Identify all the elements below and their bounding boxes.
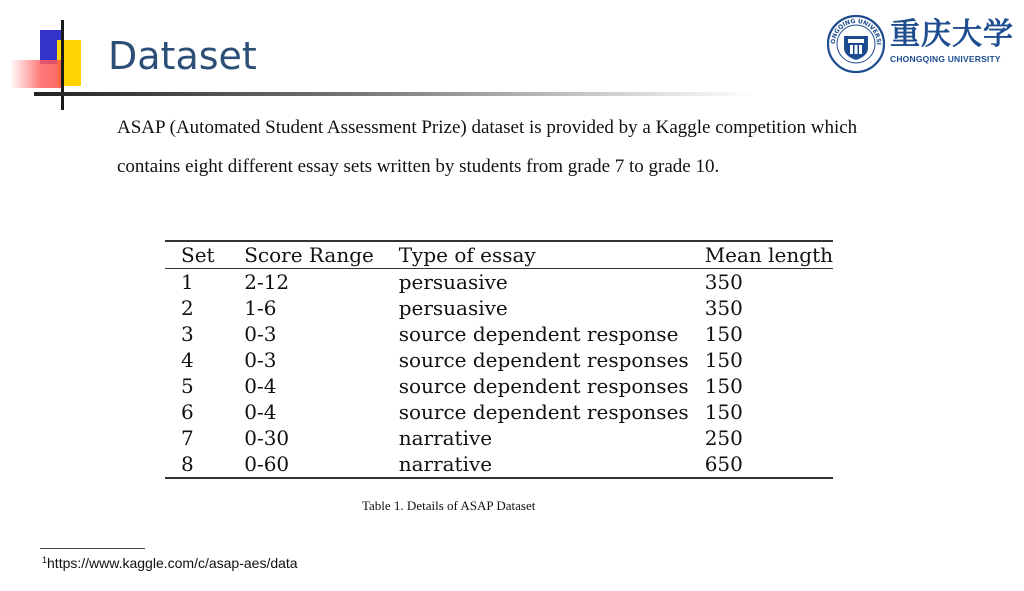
intro-line-1: ASAP (Automated Student Assessment Prize) dataset is provided by a Kaggle competition which — [117, 117, 858, 138]
intro-paragraph — [117, 108, 997, 186]
cell-mean-length: 150 — [704, 400, 743, 424]
header-mean-length: Mean length — [689, 241, 833, 269]
logo-name-english: CHONGQING UNIVERSITY — [890, 54, 1001, 64]
table-row — [165, 321, 833, 347]
cell-set: 5 — [181, 374, 194, 398]
cell-type: narrative — [398, 426, 493, 450]
cell-score-range: 0-3 — [244, 348, 277, 372]
cell-mean-length: 150 — [704, 374, 743, 398]
cell-mean-length: 150 — [704, 322, 743, 346]
cell-type: narrative — [383, 451, 689, 478]
cell-score-range: 2-12 — [244, 270, 290, 294]
title-underline — [34, 92, 754, 96]
table-row — [165, 295, 833, 321]
footnote-link[interactable]: https://www.kaggle.com/c/asap-aes/data — [47, 555, 298, 571]
cell-type: source dependent responses — [398, 348, 689, 372]
cell-set: 6 — [181, 400, 194, 424]
table-header-row — [165, 241, 833, 269]
cell-score-range: 0-4 — [244, 374, 277, 398]
dataset-table — [165, 240, 833, 479]
cell-type: persuasive — [398, 270, 508, 294]
table-row — [165, 425, 833, 451]
header-type-of-essay: Type of essay — [383, 241, 689, 269]
cell-type: persuasive — [398, 296, 508, 320]
cell-set: 1 — [181, 270, 194, 294]
cell-set: 7 — [181, 426, 194, 450]
university-seal-icon — [826, 14, 886, 74]
cell-score-range: 0-60 — [228, 451, 382, 478]
cell-mean-length: 250 — [704, 426, 743, 450]
footnote-marker: 1 — [42, 555, 48, 565]
logo-name-chinese: 重庆大学 — [890, 17, 1014, 52]
footnote — [42, 555, 298, 571]
cell-type: source dependent responses — [398, 374, 689, 398]
cell-set: 8 — [165, 451, 228, 478]
table-row — [165, 373, 833, 399]
decor-red-fade — [10, 60, 62, 88]
university-logo — [826, 14, 1016, 74]
seal-text: ONGQING UNIVERSI — [829, 17, 883, 46]
intro-line-2: contains eight different essay sets written by students from grade 7 to grade 10. — [117, 156, 720, 177]
cell-score-range: 0-30 — [244, 426, 290, 450]
cell-score-range: 0-3 — [244, 322, 277, 346]
cell-mean-length: 350 — [704, 270, 743, 294]
table-row — [165, 347, 833, 373]
cell-mean-length: 650 — [689, 451, 833, 478]
cell-mean-length: 150 — [704, 348, 743, 372]
slide-title: Dataset — [108, 34, 257, 78]
table-row — [165, 399, 833, 425]
footnote-divider — [40, 548, 145, 549]
cell-set: 4 — [181, 348, 194, 372]
cell-score-range: 0-4 — [244, 400, 277, 424]
cell-score-range: 1-6 — [244, 296, 277, 320]
table-caption: Table 1. Details of ASAP Dataset — [362, 498, 536, 513]
table-row — [165, 451, 833, 478]
header-set: Set — [165, 241, 228, 269]
cell-type: source dependent response — [398, 322, 679, 346]
decor-vertical-line — [61, 20, 64, 110]
dataset-table-container — [165, 240, 833, 479]
cell-set: 2 — [181, 296, 194, 320]
cell-set: 3 — [181, 322, 194, 346]
table-row — [165, 269, 833, 296]
cell-type: source dependent responses — [398, 400, 689, 424]
cell-mean-length: 350 — [704, 296, 743, 320]
header-score-range: Score Range — [228, 241, 382, 269]
